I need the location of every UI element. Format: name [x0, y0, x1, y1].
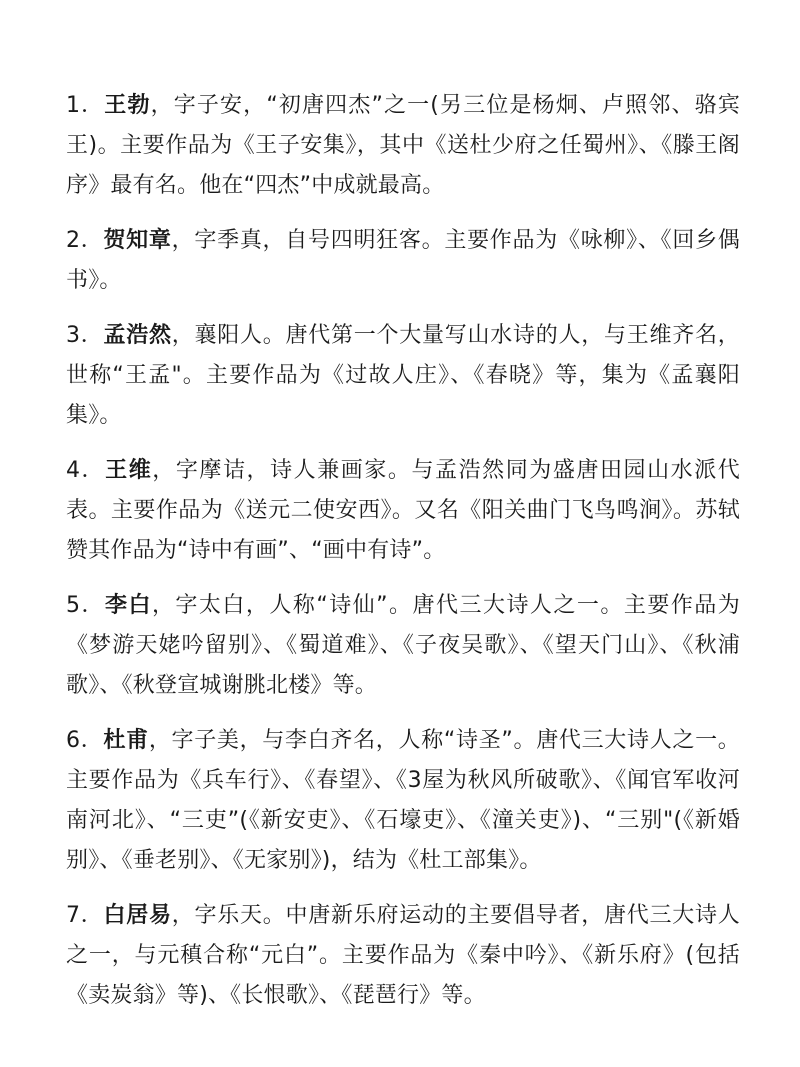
poet-entry-6 — [66, 721, 740, 881]
poet-description: ，字季真，自号四明狂客。主要作品为《咏柳》、《回乡偶书》。 — [66, 228, 740, 293]
poet-entry-5 — [66, 586, 740, 706]
poet-entry-4 — [66, 451, 740, 571]
poet-description: ，字摩诘，诗人兼画家。与孟浩然同为盛唐田园山水派代表。主要作品为《送元二使安西》。又名《阳关曲门飞鸟鸣涧》。苏轼赞其作品为“诗中有画”、“画中有诗”。 — [66, 458, 740, 563]
poet-entry-1 — [66, 86, 740, 206]
poet-name: 杜甫 — [103, 728, 149, 753]
poet-name: 李白 — [104, 593, 152, 618]
poet-name: 白居易 — [103, 903, 172, 928]
poet-description: ，字子美，与李白齐名，人称“诗圣”。唐代三大诗人之一。主要作品为《兵车行》、《春望》、《3屋为秋风所破歌》、《闻官军收河南河北》、“三吏”(《新安吏》、《石壕吏》、《潼关吏》)、“三别"(《新婚别》、《垂老别》、《无家别》)，结为《杜工部集》。 — [66, 728, 740, 873]
entry-number: 4． — [66, 458, 106, 483]
entry-number: 2． — [66, 228, 104, 253]
poet-description: ，字乐天。中唐新乐府运动的主要倡导者，唐代三大诗人之一，与元稹合称“元白”。主要作品为《秦中吟》、《新乐府》(包括《卖炭翁》等)、《长恨歌》、《琵琶行》等。 — [66, 903, 740, 1008]
poet-description: ，襄阳人。唐代第一个大量写山水诗的人，与王维齐名，世称“王孟"。主要作品为《过故人庄》、《春晓》等，集为《孟襄阳集》。 — [66, 323, 740, 428]
poet-entry-2 — [66, 221, 740, 301]
poet-name: 王勃 — [104, 93, 151, 118]
entry-number: 7． — [66, 903, 104, 928]
poet-entry-3 — [66, 316, 740, 436]
entry-number: 5． — [66, 593, 105, 618]
document-body — [66, 86, 740, 1031]
poet-description: ，字子安，“初唐四杰”之一(另三位是杨炯、卢照邻、骆宾王)。主要作品为《王子安集》，其中《送杜少府之任蜀州》、《滕王阁序》最有名。他在“四杰”中成就最高。 — [66, 93, 740, 198]
entry-number: 1． — [66, 93, 105, 118]
entry-number: 6． — [66, 728, 104, 753]
poet-name: 王维 — [105, 458, 153, 483]
entry-number: 3． — [66, 323, 104, 348]
poet-entry-7 — [66, 896, 740, 1016]
poet-name: 贺知章 — [103, 228, 172, 253]
poet-name: 孟浩然 — [103, 323, 172, 348]
poet-description: ，字太白，人称“诗仙”。唐代三大诗人之一。主要作品为《梦游天姥吟留别》、《蜀道难》、《子夜吴歌》、《望天门山》、《秋浦歌》、《秋登宣城谢朓北楼》等。 — [66, 593, 740, 698]
